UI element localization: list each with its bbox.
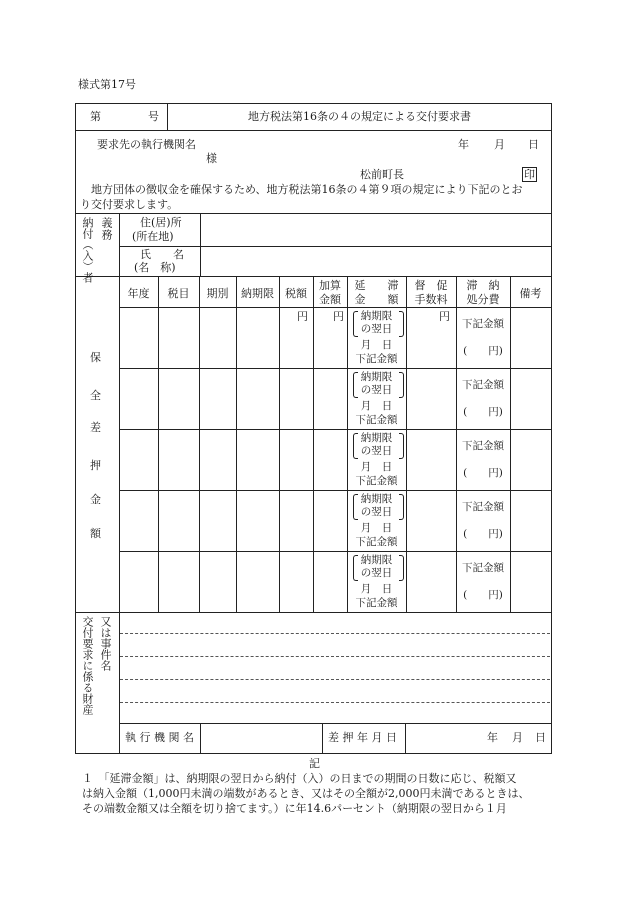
- header-year: 年度: [127, 287, 150, 300]
- arrears-cell-line2: ( 円): [463, 528, 503, 540]
- taxpayer-side-label-a: 義務: [100, 217, 113, 241]
- date-month: 月: [494, 138, 505, 151]
- seizure-day: 日: [535, 731, 546, 744]
- delay-cell-line2: の翌日: [360, 506, 393, 518]
- delay-cell-line2: の翌日: [360, 384, 393, 396]
- number-prefix: 第: [90, 110, 101, 123]
- issuer-name: 松前町長: [360, 168, 404, 181]
- address-sub-label: (所在地): [132, 230, 174, 243]
- header-period: 期別: [206, 287, 229, 300]
- name-sub-label: (名 称): [134, 261, 176, 274]
- side-label-char-6: 額: [90, 527, 101, 540]
- arrears-cell-line1: 下記金額: [462, 318, 504, 330]
- header-supervise-1: 督 促: [414, 279, 448, 292]
- arrears-cell-line1: 下記金額: [462, 501, 504, 513]
- seizure-date-label: 差 押 年 月 日: [328, 731, 397, 744]
- honorific-sama: 様: [206, 152, 217, 165]
- form-number: 様式第17号: [78, 78, 136, 91]
- seal-mark: 印: [524, 168, 535, 181]
- yen-unit-tax: 円: [297, 310, 308, 323]
- delay-cell-line2: の翌日: [360, 445, 393, 457]
- number-suffix: 号: [148, 110, 159, 123]
- body-text-line2: り交付要求します。: [80, 198, 179, 211]
- arrears-cell-line1: 下記金額: [462, 379, 504, 391]
- taxpayer-side-label-b: 納付（入）者: [81, 217, 94, 283]
- header-addition-2: 金額: [319, 293, 341, 306]
- executor-label: 執 行 機 関 名: [125, 731, 194, 744]
- side-label-char-1: 保: [90, 351, 101, 364]
- name-label: 氏 名: [140, 248, 184, 261]
- header-deadline: 納期限: [241, 287, 274, 300]
- header-remarks: 備考: [519, 287, 542, 300]
- delay-cell-line4: 下記金額: [355, 353, 398, 365]
- header-delay-1: 延 滞: [354, 279, 399, 292]
- delay-cell-line3: 月 日: [360, 461, 393, 473]
- arrears-cell-line2: ( 円): [463, 467, 503, 479]
- side-label-char-5: 金: [90, 493, 101, 506]
- address-label: 住(居)所: [140, 216, 182, 229]
- delay-cell-line3: 月 日: [360, 522, 393, 534]
- delay-cell-line4: 下記金額: [355, 414, 398, 426]
- delay-cell-line3: 月 日: [360, 583, 393, 595]
- seizure-month: 月: [512, 731, 523, 744]
- notes-line1: １ 「延滞金額」は、納期限の翌日から納付（入）の日までの期間の日数に応じ、税額又: [82, 772, 517, 785]
- header-supervise-2: 手数料: [414, 293, 448, 306]
- property-side-label-b: 又は事件名: [99, 616, 112, 671]
- seizure-year: 年: [487, 731, 498, 744]
- notes-line2: は納入金額（1,000円未満の端数があるとき、又はその全額が2,000円未満であるときは、: [82, 787, 530, 800]
- arrears-cell-line1: 下記金額: [462, 440, 504, 452]
- document-title: 地方税法第16条の４の規定による交付要求書: [248, 110, 471, 123]
- yen-unit-supervise: 円: [439, 310, 450, 323]
- arrears-cell-line1: 下記金額: [462, 562, 504, 574]
- header-tax-item: 税目: [167, 287, 190, 300]
- header-arrears-2: 処分費: [466, 293, 500, 306]
- yen-unit-addition: 円: [333, 310, 344, 323]
- delay-cell-line4: 下記金額: [355, 536, 398, 548]
- delay-cell-line3: 月 日: [360, 339, 393, 351]
- delay-cell-line1: 納期限: [360, 371, 393, 383]
- notes-line3: その端数金額又は全額を切り捨てます。）に年14.6パーセント（納期限の翌日から１月: [82, 802, 507, 815]
- header-tax-amount: 税額: [285, 287, 307, 300]
- delay-cell-line4: 下記金額: [355, 475, 398, 487]
- delay-cell-line2: の翌日: [360, 567, 393, 579]
- delay-cell-line1: 納期限: [360, 554, 393, 566]
- property-side-label-a: 交付要求に係る財産: [81, 616, 94, 715]
- date-day: 日: [528, 138, 539, 151]
- arrears-cell-line2: ( 円): [463, 589, 503, 601]
- header-delay-2: 金 額: [354, 293, 399, 306]
- date-year: 年: [458, 138, 469, 151]
- header-arrears-1: 滞 納: [466, 279, 500, 292]
- delay-cell-line1: 納期限: [360, 493, 393, 505]
- header-addition-1: 加算: [319, 279, 341, 292]
- side-label-char-4: 押: [90, 459, 101, 472]
- body-text-line1: 地方団体の徴収金を確保するため、地方税法第16条の４第９項の規定により下記のとお: [91, 183, 523, 196]
- arrears-cell-line2: ( 円): [463, 345, 503, 357]
- delay-cell-line1: 納期限: [360, 432, 393, 444]
- arrears-cell-line2: ( 円): [463, 406, 503, 418]
- side-label-char-3: 差: [90, 421, 101, 434]
- side-label-char-2: 全: [90, 389, 101, 402]
- destination-label: 要求先の執行機関名: [97, 138, 196, 151]
- delay-cell-line1: 納期限: [360, 310, 393, 322]
- delay-cell-line2: の翌日: [360, 323, 393, 335]
- notes-heading: 記: [309, 757, 320, 770]
- delay-cell-line3: 月 日: [360, 400, 393, 412]
- delay-cell-line4: 下記金額: [355, 597, 398, 609]
